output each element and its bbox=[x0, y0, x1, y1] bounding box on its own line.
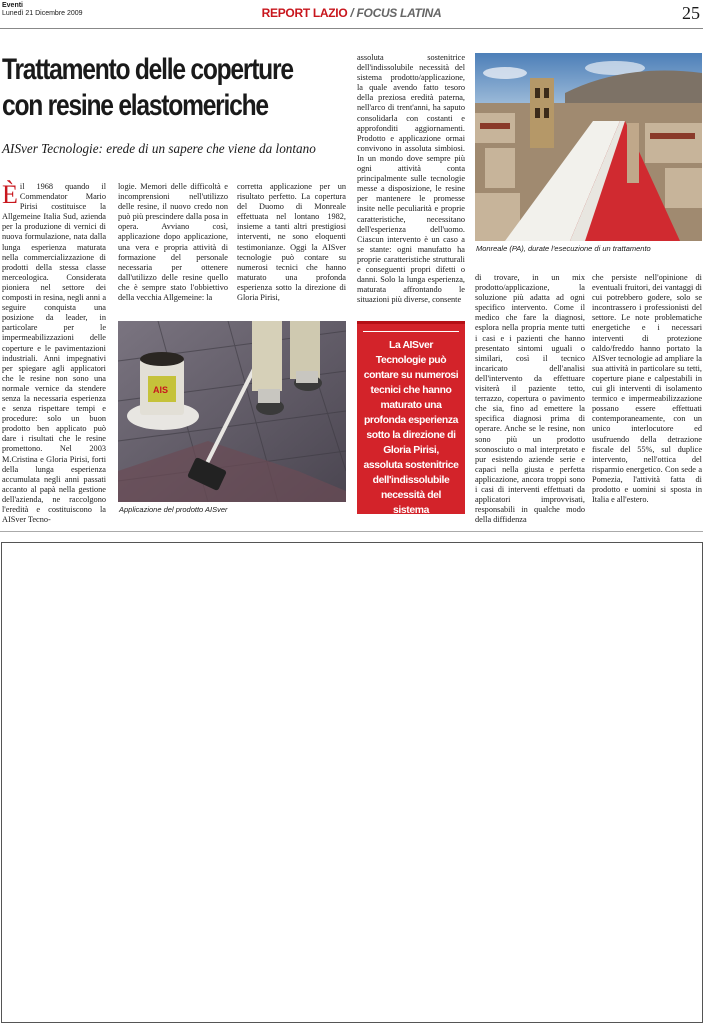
section-label: Eventi bbox=[2, 2, 24, 9]
photo-2-caption: Monreale (PA), durate l'esecuzione di un trattamento bbox=[476, 244, 651, 253]
article-column-3: corretta applicazione per un risultato perfetto. La copertura del Duomo di Monreale effettuata nel lontano 1982, insieme a tanti altri prestigiosi interventi, ne sono eloquenti testimonianze. Oggi la AISver tecnologie può contare su numerosi tecnici che hanno maturato una profonda esperienza sotto la direzione di Gloria Pirisi, bbox=[237, 182, 346, 303]
article-column-1 bbox=[2, 182, 106, 525]
article-column-4: assoluta sostenitrice dell'indissolubile necessità del sistema prodotto/applicazione, la quale avendo fatto tesoro della preziosa eredità paterna, nell'arco di trent'anni, ha saputo consolidarla con costanti e approfonditi aggiornamenti. Prodotto e applicazione ormai convivono in assoluta simbiosi. In un mondo dove sempre più ogni attività conta principalmente sulle tecnologie messe a disposizione, le resine per mantenere le promesse insite nelle peculiarità e proprie caratteristiche, necessitano dell'esperienza dell'uomo. Ciascun intervento è un caso a se stante: ogni manufatto ha proprie caratteristiche strutturali e conseguenti propri difetti o danni. Solo la lunga esperienza, maturata affrontando le situazioni più diverse, consente bbox=[357, 53, 465, 305]
article-subtitle: AISver Tecnologie: erede di un sapere che viene da lontano bbox=[2, 141, 316, 156]
article-column-6: che persiste nell'opinione di eventuali fruitori, dei vantaggi di cui potrebbero godere, solo se incontrassero i professionisti del settore. Le note problematiche energetiche e i necessari interventi di protezione caldo/freddo hanno portato la AISver tecnologie ad ampliare la sua attività in particolare su tetti, coperture piane e calpestabili in cui gli interventi di isolamento termico e impermeabilizzazione possano essere effettuati contemporaneamente, con un unico interlocutore ed usufruendo della detrazione fiscale del 55%, sul duplice intervento, nell'ottica del risparmio energetico. Con sede a Pomezia, l'attività fatta di prodotto e uomini si sposta in Italia e all'estero. bbox=[592, 273, 702, 505]
report-label: REPORT LAZIO bbox=[261, 6, 348, 20]
focus-label: FOCUS LATINA bbox=[356, 6, 442, 20]
article-title bbox=[2, 52, 346, 124]
header-separator: / bbox=[350, 6, 354, 20]
column-1-text: il 1968 quando il Commendator Mario Pirisi costituisce la Allgemeine Italia Sud, azienda per la produzione di vernici di nuova formulazione, nata dalla lunga esperienza maturata nella commercializzazione di prodotti della stessa classe merceologica. Considerata pioniera nel settore dei composti in resina, negli anni a seguire conquista una posizione da leader, in particolare per le impermeabilizzazioni delle coperture e le pavimentazioni industriali. Anni impegnativi per spiegare agli applicatori che le resine non sono una normale vernice da stendere senza la necessaria esperienza e senza rispettare tempi e procedure: solo un buon prodotto ben applicato può dare i risultati che le resine promettono. Nel 2003 M.Cristina e Gloria Pirisi, forti della lunga esperienza accumulata negli anni passati accanto al papà nella gestione dell'azienda, ne raccolgono l'eredità e costituiscono la AISver Tecno- bbox=[2, 182, 106, 525]
roof-application-image bbox=[118, 321, 346, 502]
photo-product-application bbox=[118, 321, 346, 502]
drop-cap: È bbox=[2, 180, 18, 209]
monreale-rooftop-image bbox=[475, 53, 702, 241]
pull-quote-text: La AISver Tecnologie può contare su numerosi tecnici che hanno maturato una profonda esperienza sotto la direzione di Gloria Pirisi, assoluta sostenitrice dell'indissolubile necessità del sistema prodotto/applicazione bbox=[363, 331, 459, 533]
title-line-1: Trattamento delle coperture bbox=[2, 53, 293, 86]
pull-quote-box bbox=[357, 321, 465, 531]
empty-ad-box bbox=[1, 542, 703, 1023]
article-column-2: logie. Memori delle difficoltà e incomprensioni nell'utilizzo delle resine, il nuovo credo non può più prescindere dalla posa in opera. Avviano così, applicazione dopo applicazione, una vera e propria attività di formazione del personale necessaria per ottenere dall'utilizzo delle resine quello che è sempre stato l'obbiettivo della vecchia Allgemeine: la bbox=[118, 182, 228, 303]
issue-date: Lunedì 21 Dicembre 2009 bbox=[2, 10, 83, 17]
header-title bbox=[0, 6, 703, 20]
article-column-5: di trovare, in un mix prodotto/applicazione, la soluzione più adatta ad ogni specifico intervento. Come il medico che fare la diagnosi, esplora nella propria mente tutti i casi e i pazienti che hanno presentato sintomi uguali o similari, così il tecnico incaricato dell'analisi dell'intervento da effettuare visiterà il paziente tetto, terrazzo, copertura o pavimento che sia, fino ad emettere la specifica diagnosi prima di operare. Anche se le resine, non sono più un prodotto sconosciuto o mal interpretato e pur esistendo aziende serie e capaci nella giusta e perfetta applicazione, ancora troppi sono i casi di interventi effettuati da applicatori improvvisati, responsabili in qualche modo della diffidenza bbox=[475, 273, 585, 525]
header-rule bbox=[0, 28, 703, 29]
page-number: 25 bbox=[682, 3, 700, 23]
can-label: AIS bbox=[153, 385, 169, 395]
photo-1-caption: Applicazione del prodotto AISver bbox=[119, 505, 228, 514]
title-line-2: con resine elastomeriche bbox=[2, 89, 268, 122]
photo-monreale bbox=[475, 53, 702, 241]
article-bottom-rule bbox=[0, 531, 703, 532]
